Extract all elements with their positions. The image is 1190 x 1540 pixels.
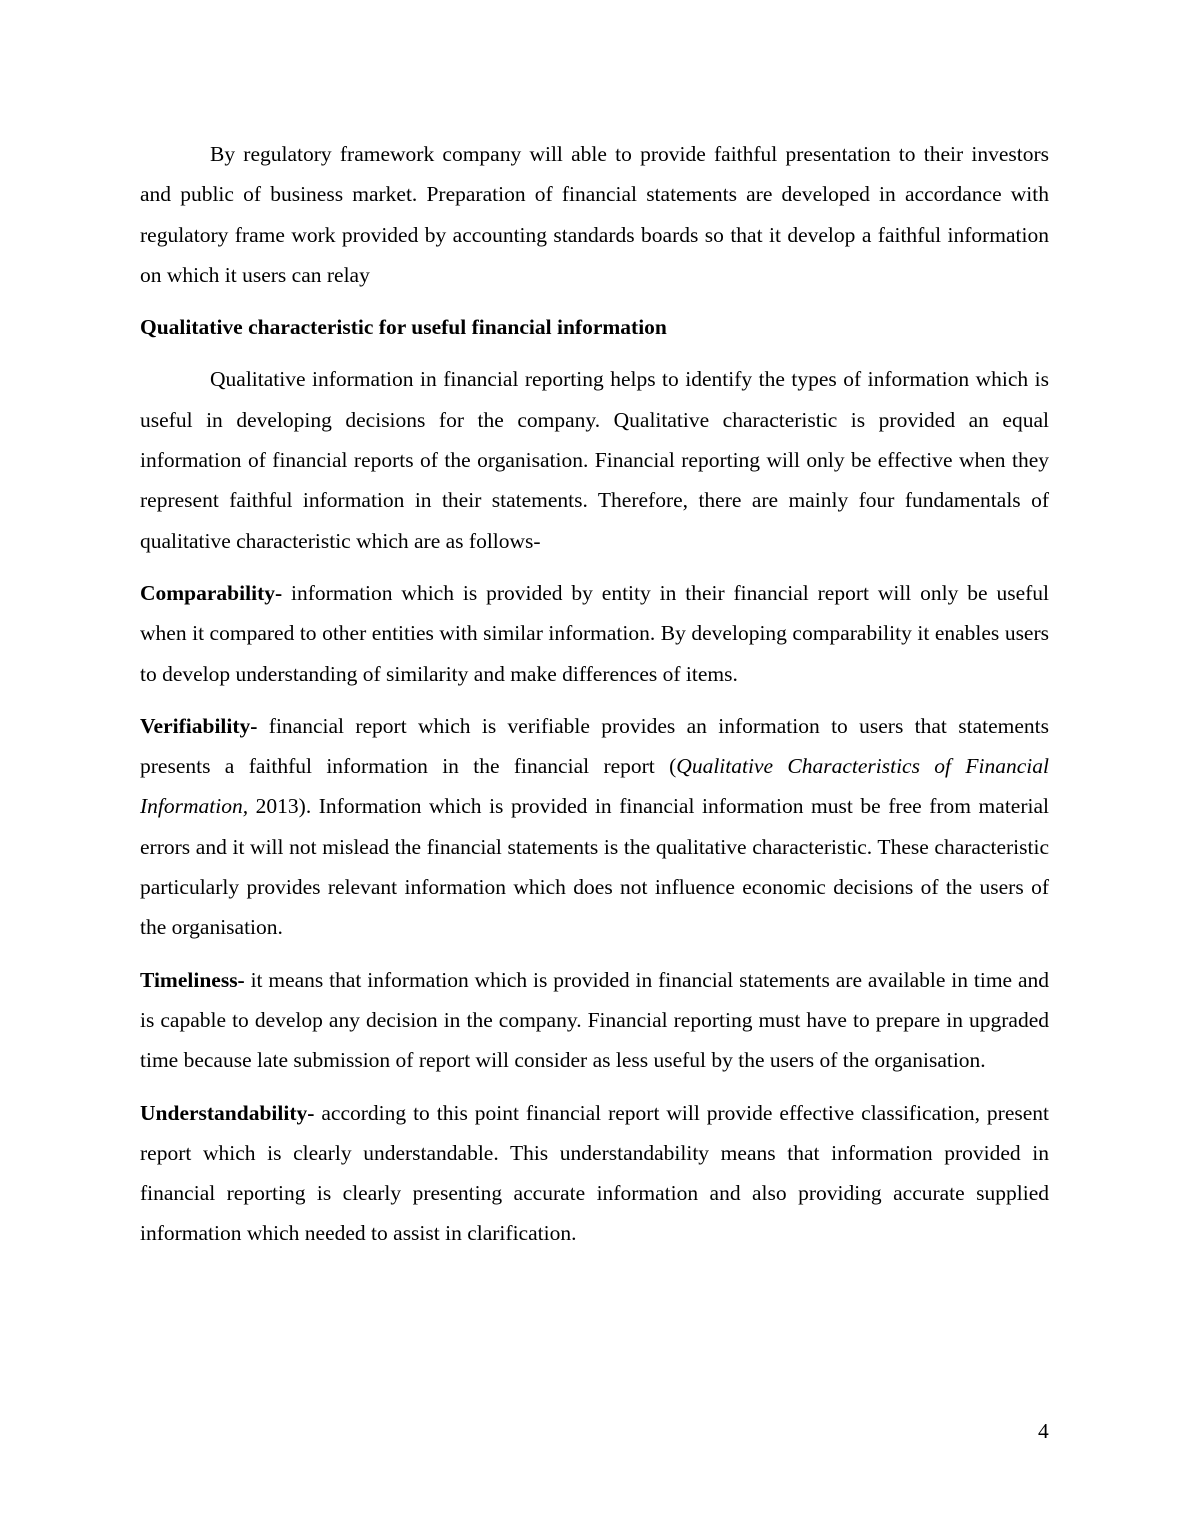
- verifiability-text-before: financial report which is verifiable provides an information to users that statements presents a faithful information in the financial report (: [140, 713, 1049, 779]
- understandability-text: according to this point financial report will provide effective classification, present report which is clearly understandable. This understandability means that information provided in financial reporting is clearly presenting accurate information and also providing accurate supplied information which needed to assist in clarification.: [140, 1100, 1049, 1246]
- timeliness-text: it means that information which is provided in financial statements are available in time and is capable to develop any decision in the company. Financial reporting must have to prepare in upgraded time because late submission of report will consider as less useful by the users of the organisation.: [140, 967, 1049, 1073]
- citation-title: Qualitative Characteristics of Financial Information,: [140, 754, 1049, 819]
- page-number: 4: [1038, 1419, 1049, 1443]
- verifiability-term: Verifiability-: [140, 713, 258, 738]
- comparability-term: Comparability-: [140, 580, 283, 605]
- section-intro-paragraph: Qualitative information in financial reporting helps to identify the types of information which is useful in developing decisions for the company. Qualitative characteristic is provided an equal information of financial reports of the organisation. Financial reporting will only be effective when they represent faithful information in their statements. Therefore, there are mainly four fundamentals of qualitative characteristic which are as follows-: [140, 367, 1049, 553]
- timeliness-term: Timeliness-: [140, 967, 245, 992]
- understandability-term: Understandability-: [140, 1100, 315, 1125]
- intro-paragraph: By regulatory framework company will able to provide faithful presentation to their investors and public of business market. Preparation of financial statements are developed in accordance with regulatory frame work provided by accounting standards boards so that it develop a faithful information on which it users can relay: [140, 142, 1049, 287]
- verifiability-text-after: 2013). Information which is provided in financial information must be free from material errors and it will not mislead the financial statements is the qualitative characteristic. These characteristic particularly provides relevant information which does not influence economic decisions of the users of the organisation.: [140, 794, 1049, 940]
- verifiability-paragraph: [140, 706, 1049, 948]
- comparability-paragraph: [140, 573, 1049, 694]
- comparability-text: information which is provided by entity in their financial report will only be useful when it compared to other entities with similar information. By developing comparability it enables users to develop understanding of similarity and make differences of items.: [140, 580, 1049, 686]
- understandability-paragraph: [140, 1093, 1049, 1254]
- section-heading: Qualitative characteristic for useful financial information: [140, 315, 667, 340]
- timeliness-paragraph: [140, 960, 1049, 1081]
- document-body: [140, 134, 1049, 1254]
